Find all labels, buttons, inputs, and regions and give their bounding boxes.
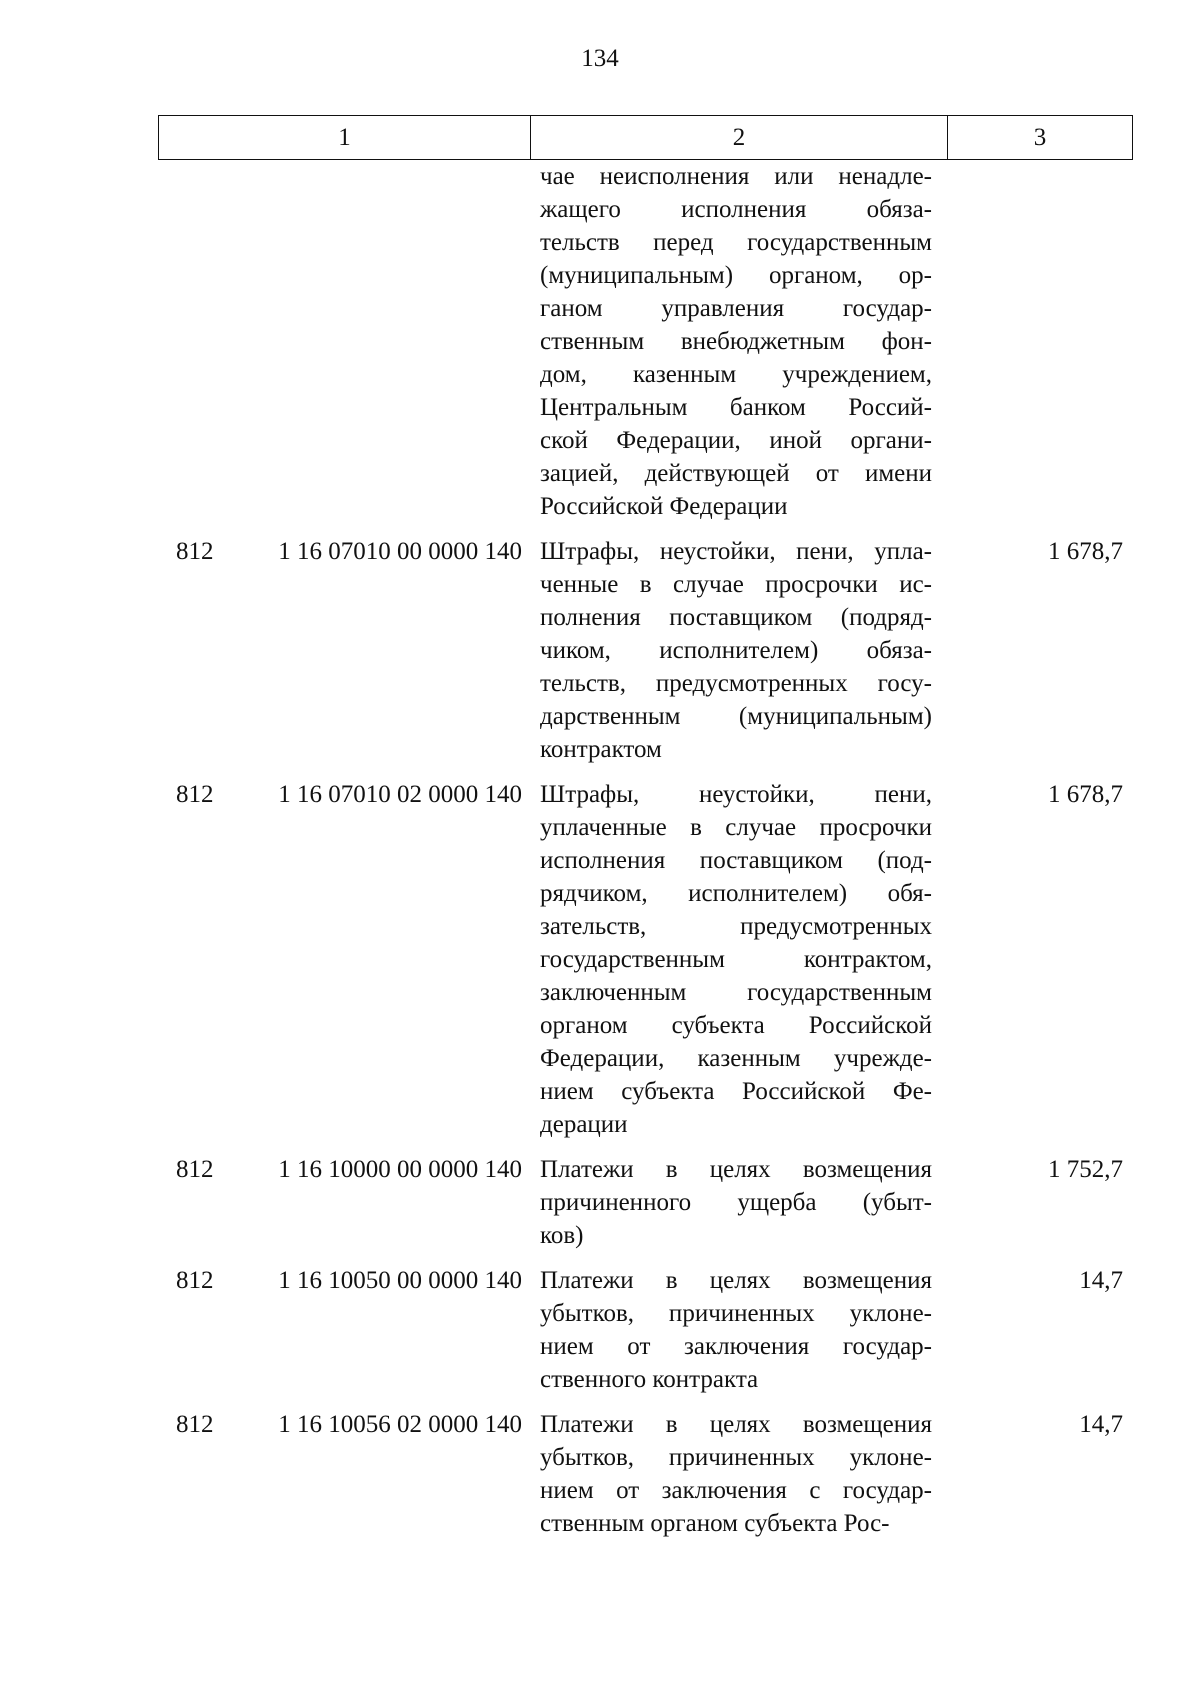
row-spacer <box>158 766 1133 778</box>
description-line: дарственным (муниципальным) <box>540 703 932 730</box>
column-header-1: 1 <box>159 116 531 159</box>
description-line: причиненного ущерба (убыт- <box>540 1189 932 1216</box>
description-line: нием субъекта Российской Фе- <box>540 1078 932 1105</box>
description-line: Штрафы, неустойки, пени, <box>540 781 932 808</box>
amount-cell: 1 678,7 <box>1048 538 1123 565</box>
row-spacer <box>158 1252 1133 1264</box>
admin-code-cell: 812 <box>176 1156 214 1183</box>
description-line: ганом управления государ- <box>540 295 932 322</box>
page-number: 134 <box>581 45 619 72</box>
description-cell <box>540 535 932 766</box>
description-line: Платежи в целях возмещения <box>540 1411 932 1438</box>
description-line: контрактом <box>540 736 662 763</box>
description-line: органом субъекта Российской <box>540 1012 932 1039</box>
description-line: тельств, предусмотренных госу- <box>540 670 932 697</box>
description-line: нием от заключения государ- <box>540 1333 932 1360</box>
description-line: ственным органом субъекта Рос- <box>540 1510 890 1537</box>
table-row <box>158 1153 1133 1252</box>
budget-code-cell: 1 16 10000 00 0000 140 <box>278 1156 522 1183</box>
amount-cell: 14,7 <box>1079 1267 1123 1294</box>
description-line: убытков, причиненных уклоне- <box>540 1300 932 1327</box>
description-line: Платежи в целях возмещения <box>540 1267 932 1294</box>
description-line: жащего исполнения обяза- <box>540 196 932 223</box>
table-body <box>158 160 1133 1540</box>
description-line: ственным внебюджетным фон- <box>540 328 932 355</box>
description-line: чае неисполнения или ненадле- <box>540 163 932 190</box>
description-line: Центральным банком Россий- <box>540 394 932 421</box>
table-row <box>158 1264 1133 1396</box>
description-line: уплаченные в случае просрочки <box>540 814 932 841</box>
description-line: зательств, предусмотренных <box>540 913 932 940</box>
description-line: зацией, действующей от имени <box>540 460 932 487</box>
budget-code-cell: 1 16 07010 00 0000 140 <box>278 538 522 565</box>
row-spacer <box>158 1141 1133 1153</box>
row-spacer <box>158 1396 1133 1408</box>
description-line: нием от заключения с государ- <box>540 1477 932 1504</box>
description-line: Штрафы, неустойки, пени, упла- <box>540 538 932 565</box>
budget-code-cell: 1 16 07010 02 0000 140 <box>278 781 522 808</box>
description-line: государственным контрактом, <box>540 946 932 973</box>
budget-code-cell: 1 16 10056 02 0000 140 <box>278 1411 522 1438</box>
description-line: Федерации, казенным учрежде- <box>540 1045 932 1072</box>
table-row <box>158 778 1133 1141</box>
description-line: заключенным государственным <box>540 979 932 1006</box>
description-cell <box>540 1408 932 1540</box>
description-line: (муниципальным) органом, ор- <box>540 262 932 289</box>
admin-code-cell: 812 <box>176 781 214 808</box>
description-line: рядчиком, исполнителем) обя- <box>540 880 932 907</box>
description-line: Российской Федерации <box>540 493 788 520</box>
admin-code-cell: 812 <box>176 1267 214 1294</box>
description-line: ской Федерации, иной органи- <box>540 427 932 454</box>
description-line: убытков, причиненных уклоне- <box>540 1444 932 1471</box>
column-header-3: 3 <box>1033 123 1047 151</box>
amount-cell: 1 678,7 <box>1048 781 1123 808</box>
description-line: ченные в случае просрочки ис- <box>540 571 932 598</box>
amount-cell: 14,7 <box>1079 1411 1123 1438</box>
budget-code-cell: 1 16 10050 00 0000 140 <box>278 1267 522 1294</box>
description-line: исполнения поставщиком (под- <box>540 847 932 874</box>
table-row-continuation <box>158 160 1133 523</box>
amount-cell: 1 752,7 <box>1048 1156 1123 1183</box>
description-cell <box>540 778 932 1141</box>
description-line: ков) <box>540 1222 584 1249</box>
admin-code-cell: 812 <box>176 538 214 565</box>
description-line: дерации <box>540 1111 628 1138</box>
description-line: полнения поставщиком (подряд- <box>540 604 932 631</box>
description-line: чиком, исполнителем) обяза- <box>540 637 932 664</box>
description-cell <box>540 160 932 523</box>
description-cell <box>540 1153 932 1252</box>
admin-code-cell: 812 <box>176 1411 214 1438</box>
row-spacer <box>158 523 1133 535</box>
description-line: ственного контракта <box>540 1366 759 1393</box>
description-line: дом, казенным учреждением, <box>540 361 932 388</box>
description-line: тельств перед государственным <box>540 229 932 256</box>
description-cell <box>540 1264 932 1396</box>
column-header-2: 2 <box>531 116 948 159</box>
description-line: Платежи в целях возмещения <box>540 1156 932 1183</box>
table-row <box>158 535 1133 766</box>
table-row <box>158 1408 1133 1540</box>
table-header <box>158 115 1133 160</box>
